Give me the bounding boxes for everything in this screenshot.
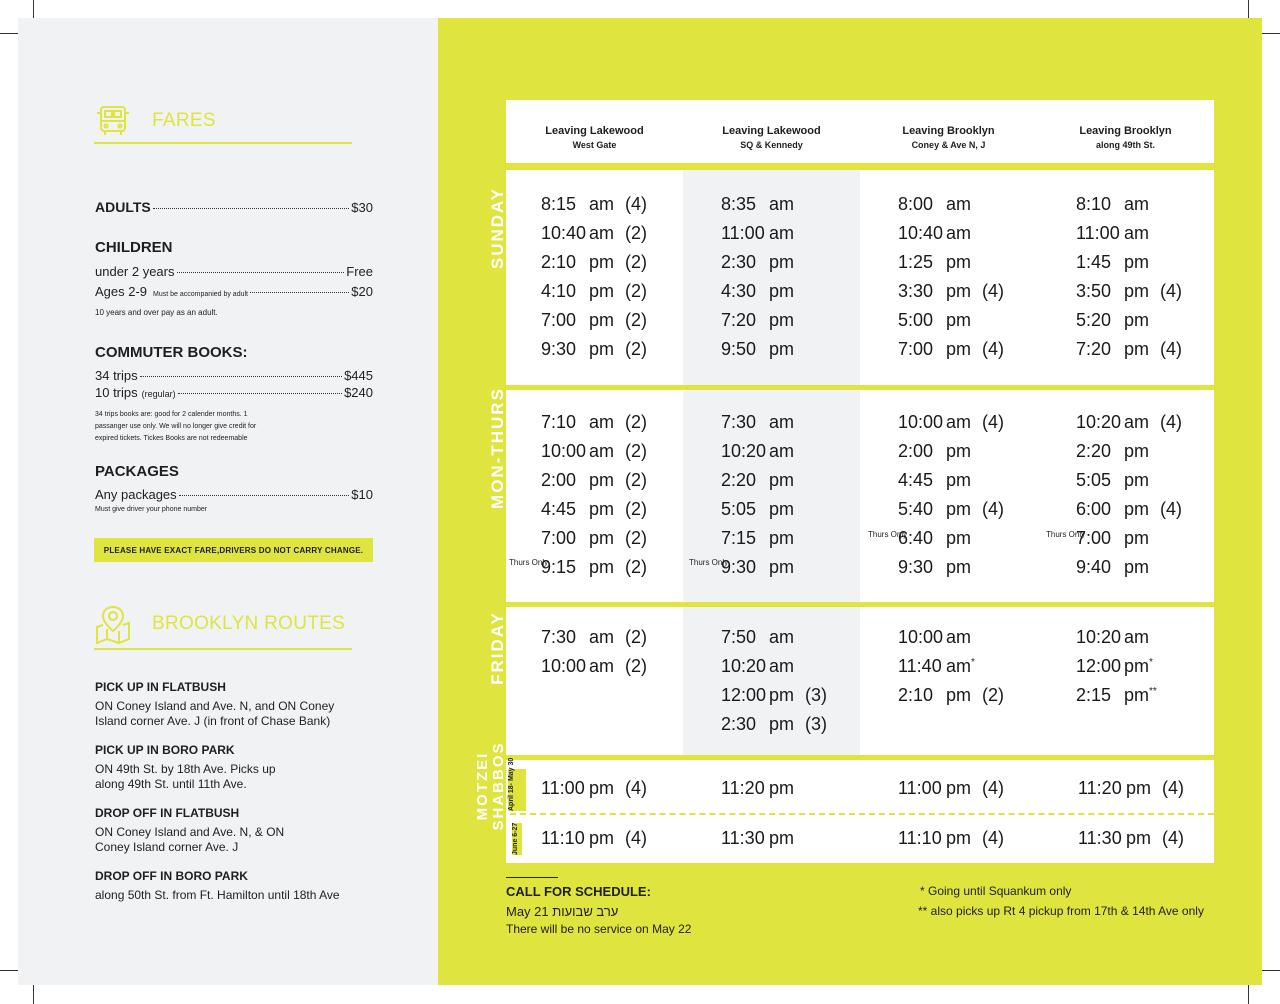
- time-cell: 6:00 pm (4): [1076, 499, 1182, 519]
- day-label-motzei: MOTZEI SHABBOS: [474, 741, 507, 831]
- motzei-dates-tag: June 6-27: [512, 823, 522, 855]
- time-cell: 6:40 pm: [898, 528, 972, 548]
- time-cell: 7:15 pm: [721, 528, 795, 548]
- time-cell: 7:30 am: [721, 412, 795, 432]
- trips10-note: (regular): [141, 389, 176, 399]
- time-cell: 10:20 am: [721, 441, 795, 461]
- time-cell: 11:10 pm (4): [898, 828, 1004, 848]
- day-label-friday: FRIDAY: [488, 611, 507, 685]
- trips10-price: $240: [344, 385, 373, 400]
- time-cell: 7:20 pm: [721, 310, 795, 330]
- trips34-price: $445: [344, 368, 373, 383]
- footnote-double-star: ** also picks up Rt 4 pickup from 17th & 14th Ave only: [918, 904, 1204, 918]
- time-cell: 1:45 pm: [1076, 252, 1150, 272]
- thurs-only-note: Thurs Only: [868, 530, 908, 539]
- column-title: Leaving Brooklyn: [902, 125, 995, 137]
- route-line: ON Coney Island and Ave. N, & ON: [95, 825, 285, 839]
- footnote-single-star: * Going until Squankum only: [920, 884, 1072, 898]
- ages-row: [95, 284, 373, 299]
- column-subtitle: West Gate: [572, 140, 617, 150]
- map-pin-icon: [94, 603, 132, 645]
- time-cell: 5:05 pm: [1076, 470, 1150, 490]
- books-note-line: 34 trips books are: good for 2 calender months. 1: [95, 411, 248, 418]
- schedule-header: [506, 100, 1214, 163]
- may21-note: May 21 ערב שבועות: [506, 904, 619, 919]
- time-cell: 8:15 am (4): [541, 194, 647, 214]
- column-header: [683, 100, 860, 163]
- motzei-dates-tag: April 18- May 30: [508, 769, 526, 811]
- time-cell: 9:40 pm: [1076, 557, 1150, 577]
- time-cell: 7:00 pm (4): [898, 339, 1004, 359]
- time-cell: 7:00 pm: [1076, 528, 1150, 548]
- time-cell: 10:40 am: [898, 223, 972, 243]
- under2-row: [95, 264, 373, 279]
- column-header: [506, 100, 683, 163]
- time-cell: 10:00 am (2): [541, 656, 647, 676]
- route-line: Island corner Ave. J (in front of Chase Bank): [95, 714, 331, 728]
- thurs-only-note: Thurs Only: [1046, 530, 1086, 539]
- trips10-label: 10 trips: [95, 385, 138, 400]
- time-cell: 2:00 pm (2): [541, 470, 647, 490]
- route-dropoff-boropark: [95, 869, 365, 903]
- route-pickup-flatbush: [95, 680, 365, 729]
- dot-leader: [153, 208, 350, 209]
- time-cell: 4:45 pm (2): [541, 499, 647, 519]
- trips10-row: [95, 385, 373, 400]
- routes-title: BROOKLYN ROUTES: [152, 613, 346, 634]
- ages-price: $20: [351, 284, 373, 299]
- under2-label: under 2 years: [95, 264, 175, 279]
- time-cell: 2:30 pm (3): [721, 714, 827, 734]
- time-cell: 3:50 pm (4): [1076, 281, 1182, 301]
- route-line: along 50th St. from Ft. Hamilton until 18th Ave: [95, 888, 340, 902]
- time-cell: 11:00 pm (4): [541, 778, 647, 798]
- time-cell: 2:10 pm (2): [541, 252, 647, 272]
- trips34-row: [95, 368, 373, 383]
- time-cell: 7:50 am: [721, 627, 795, 647]
- time-cell: 11:30 pm: [721, 828, 795, 848]
- time-cell: 2:30 pm: [721, 252, 795, 272]
- motzei-divider: [510, 813, 1214, 815]
- time-cell: 9:30 pm (2): [541, 339, 647, 359]
- exact-fare-banner: PLEASE HAVE EXACT FARE,DRIVERS DO NOT CARRY CHANGE.: [94, 538, 373, 562]
- column-header: [1037, 100, 1214, 163]
- dot-leader: [177, 272, 345, 273]
- ten-years-note: 10 years and over pay as an adult.: [95, 308, 218, 317]
- time-cell: 10:20 am (4): [1076, 412, 1182, 432]
- time-cell: 12:00 pm*: [1076, 656, 1153, 676]
- adults-label: ADULTS: [95, 199, 151, 215]
- time-cell: 2:20 pm: [721, 470, 795, 490]
- packages-row: [95, 487, 373, 502]
- fares-header: [94, 102, 216, 140]
- packages-label: Any packages: [95, 487, 177, 502]
- column-subtitle: Coney & Ave N, J: [911, 140, 986, 150]
- route-line: Coney Island corner Ave. J: [95, 840, 239, 854]
- day-label-sunday: SUNDAY: [488, 186, 507, 270]
- time-cell: 10:20 am: [721, 656, 795, 676]
- time-cell: 11:40 am*: [898, 656, 975, 676]
- time-cell: 8:00 am: [898, 194, 972, 214]
- books-note-line: expired tickets. Tickes Books are not redeemable: [95, 435, 248, 442]
- route-title: DROP OFF IN BORO PARK: [95, 869, 248, 883]
- time-cell: 2:15 pm**: [1076, 685, 1157, 705]
- route-line: ON Coney Island and Ave. N, and ON Coney: [95, 699, 335, 713]
- books-note-line: passanger use only. We will no longer give credit for: [95, 423, 257, 430]
- time-cell: 11:20 pm: [721, 778, 795, 798]
- routes-header: [94, 603, 345, 645]
- column-subtitle: along 49th St.: [1095, 140, 1155, 150]
- route-pickup-boropark: [95, 743, 365, 792]
- column-title: Leaving Lakewood: [545, 125, 644, 137]
- time-cell: 9:50 pm: [721, 339, 795, 359]
- time-cell: 4:30 pm: [721, 281, 795, 301]
- time-cell: 4:10 pm (2): [541, 281, 647, 301]
- adults-row: [95, 199, 373, 215]
- time-cell: 10:00 am (2): [541, 441, 647, 461]
- time-cell: 5:20 pm: [1076, 310, 1150, 330]
- fares-panel: [18, 18, 438, 985]
- call-for-schedule: CALL FOR SCHEDULE:: [506, 884, 651, 899]
- footer-rule: [506, 877, 558, 878]
- time-cell: 9:30 pm: [898, 557, 972, 577]
- time-cell: 5:00 pm: [898, 310, 972, 330]
- packages-price: $10: [351, 487, 373, 502]
- route-dropoff-flatbush: [95, 806, 365, 855]
- dot-leader: [250, 292, 349, 293]
- books-note: [95, 409, 256, 445]
- schedule-panel: [438, 18, 1262, 985]
- time-cell: 3:30 pm (4): [898, 281, 1004, 301]
- column-subtitle: SQ & Kennedy: [740, 140, 803, 150]
- time-cell: 7:30 am (2): [541, 627, 647, 647]
- phone-note: Must give driver your phone number: [95, 506, 208, 513]
- time-cell: 1:25 pm: [898, 252, 972, 272]
- route-title: PICK UP IN BORO PARK: [95, 743, 235, 757]
- under2-price: Free: [346, 264, 373, 279]
- day-label-monthurs: MON-THURS: [488, 387, 507, 509]
- time-cell: 9:30 pm: [721, 557, 795, 577]
- ages-note: Must be accompanied by adult: [153, 291, 248, 298]
- trips34-label: 34 trips: [95, 368, 138, 383]
- time-cell: 7:10 am (2): [541, 412, 647, 432]
- time-cell: 5:40 pm (4): [898, 499, 1004, 519]
- route-title: DROP OFF IN FLATBUSH: [95, 806, 240, 820]
- column-title: Leaving Brooklyn: [1079, 125, 1172, 137]
- dot-leader: [140, 376, 342, 377]
- time-cell: 2:00 pm: [898, 441, 972, 461]
- no-service-note: There will be no service on May 22: [506, 922, 692, 936]
- thurs-only-note: Thurs Only: [509, 558, 549, 567]
- time-cell: 11:00 am: [1076, 223, 1150, 243]
- commuter-heading: COMMUTER BOOKS:: [95, 344, 248, 361]
- time-cell: 11:00 am: [721, 223, 795, 243]
- time-cell: 5:05 pm: [721, 499, 795, 519]
- time-cell: 12:00 pm (3): [721, 685, 827, 705]
- time-cell: 8:10 am: [1076, 194, 1150, 214]
- time-cell: 11:20 pm (4): [1078, 778, 1184, 798]
- route-title: PICK UP IN FLATBUSH: [95, 680, 226, 694]
- time-cell: 7:00 pm (2): [541, 528, 647, 548]
- time-cell: 4:45 pm: [898, 470, 972, 490]
- route-line: ON 49th St. by 18th Ave. Picks up: [95, 762, 276, 776]
- bus-icon: [94, 102, 132, 140]
- fares-title: FARES: [152, 110, 216, 131]
- time-cell: 11:10 pm (4): [541, 828, 647, 848]
- time-cell: 2:20 pm: [1076, 441, 1150, 461]
- fares-rule: [94, 142, 352, 144]
- routes-rule: [94, 648, 352, 650]
- thurs-only-note: Thurs Only: [689, 558, 729, 567]
- time-cell: 9:15 pm (2): [541, 557, 647, 577]
- adults-price: $30: [351, 200, 373, 215]
- time-cell: 8:35 am: [721, 194, 795, 214]
- time-cell: 10:00 am: [898, 627, 972, 647]
- time-cell: 11:00 pm (4): [898, 778, 1004, 798]
- route-line: along 49th St. until 11th Ave.: [95, 777, 247, 791]
- column-header: [860, 100, 1037, 163]
- time-cell: 7:20 pm (4): [1076, 339, 1182, 359]
- column-title: Leaving Lakewood: [722, 125, 821, 137]
- children-heading: CHILDREN: [95, 239, 173, 256]
- dot-leader: [178, 393, 342, 394]
- time-cell: 11:30 pm (4): [1078, 828, 1184, 848]
- ages-label: Ages 2-9: [95, 284, 148, 299]
- packages-heading: PACKAGES: [95, 463, 179, 480]
- time-cell: 10:20 am: [1076, 627, 1150, 647]
- time-cell: 10:00 am (4): [898, 412, 1004, 432]
- time-cell: 2:10 pm (2): [898, 685, 1004, 705]
- time-cell: 7:00 pm (2): [541, 310, 647, 330]
- time-cell: 10:40 am (2): [541, 223, 647, 243]
- dot-leader: [179, 495, 350, 496]
